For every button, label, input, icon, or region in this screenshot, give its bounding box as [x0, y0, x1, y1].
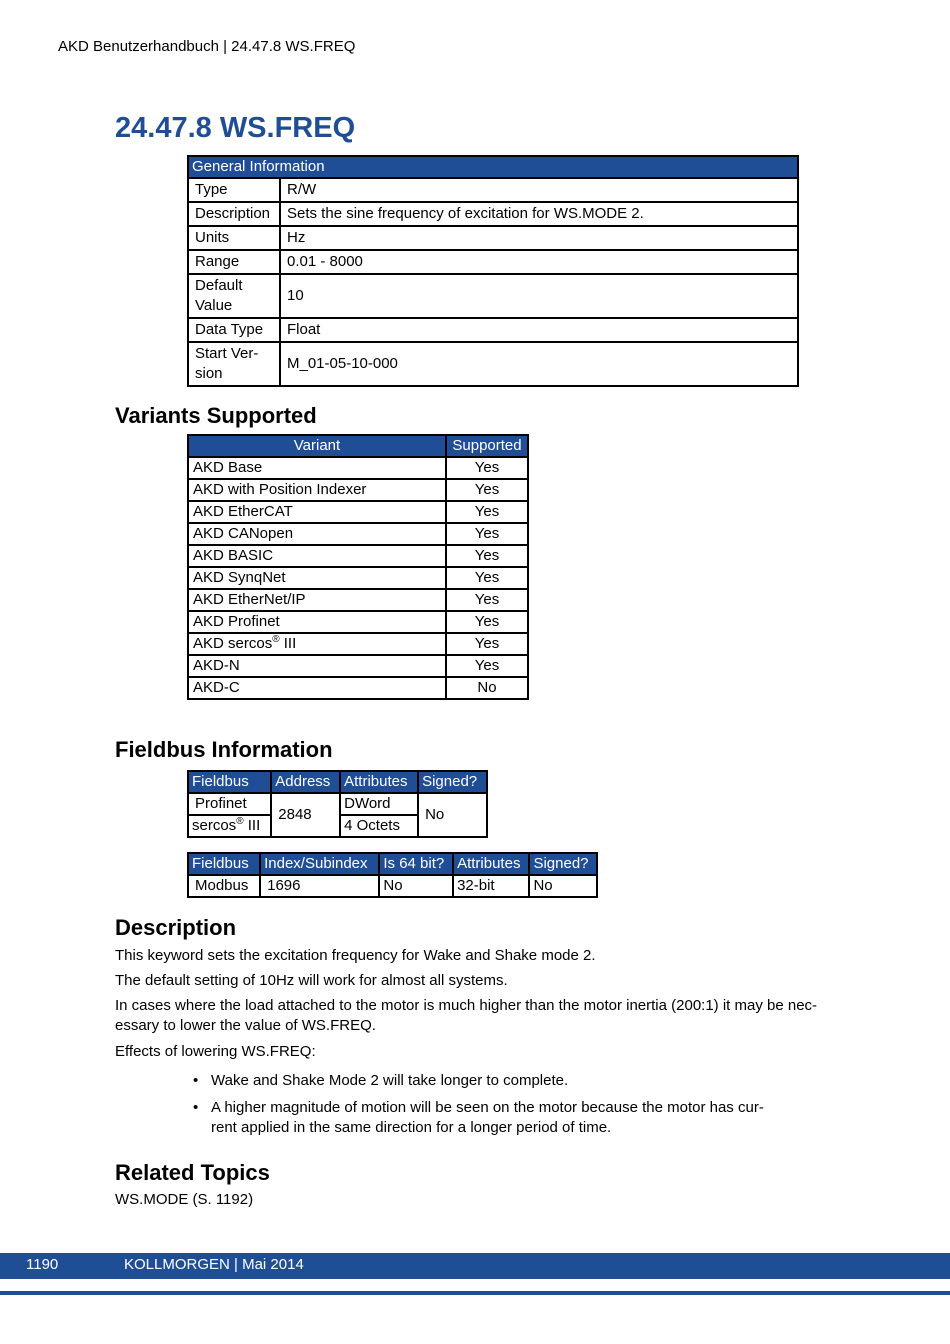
variant-supported: Yes	[446, 523, 528, 545]
variant-name: AKD CANopen	[188, 523, 446, 545]
fb2-cell: 1696	[260, 875, 379, 897]
effects-list	[190, 1071, 780, 1145]
variant-name: AKD-N	[188, 655, 446, 677]
page-title: 24.47.8 WS.FREQ	[115, 112, 356, 144]
variant-name	[188, 633, 446, 655]
variant-name: AKD EtherNet/IP	[188, 589, 446, 611]
fb1-fieldbus	[188, 815, 271, 837]
info-value: Float	[280, 318, 798, 342]
info-key: Type	[188, 178, 280, 202]
variant-supported: Yes	[446, 479, 528, 501]
fb2-header: Is 64 bit?	[379, 853, 453, 875]
variant-name: AKD with Position Indexer	[188, 479, 446, 501]
bullet-icon: •	[193, 1072, 199, 1089]
info-value: M_01-05-10-000	[280, 342, 798, 386]
footer-text: KOLLMORGEN | Mai 2014	[124, 1256, 304, 1273]
list-item-text: Wake and Shake Mode 2 will take longer to complete.	[211, 1072, 569, 1089]
fb1-header: Address	[271, 771, 340, 793]
description-heading: Description	[115, 915, 237, 940]
fb2-header: Fieldbus	[188, 853, 260, 875]
fb2-cell: 32-bit	[453, 875, 529, 897]
fb1-header: Fieldbus	[188, 771, 271, 793]
general-info-table	[187, 155, 799, 387]
related-topics-heading: Related Topics	[115, 1160, 270, 1185]
info-key: Description	[188, 202, 280, 226]
info-value: 0.01 - 8000	[280, 250, 798, 274]
info-value: Sets the sine frequency of excitation for WS.MODE 2.	[280, 202, 798, 226]
variant-supported: Yes	[446, 545, 528, 567]
variant-supported: Yes	[446, 589, 528, 611]
info-key: Range	[188, 250, 280, 274]
variant-supported: Yes	[446, 611, 528, 633]
fieldbus-table-2	[187, 852, 598, 898]
fb1-fieldbus: Profinet	[188, 793, 271, 815]
fb1-attribute: DWord	[340, 793, 418, 815]
fb2-header: Attributes	[453, 853, 529, 875]
fb2-header: Index/Subindex	[260, 853, 379, 875]
fb1-address: 2848	[271, 793, 340, 837]
fb1-fieldbus-text: sercos	[192, 817, 237, 834]
fieldbus-heading: Fieldbus Information	[115, 737, 333, 762]
variant-name: AKD BASIC	[188, 545, 446, 567]
related-topic-link[interactable]: WS.MODE (S. 1192)	[115, 1191, 254, 1208]
fb1-fieldbus-suffix: III	[243, 817, 261, 834]
variant-name: AKD Base	[188, 457, 446, 479]
running-header: AKD Benutzerhandbuch | 24.47.8 WS.FREQ	[58, 38, 356, 55]
fb2-header: Signed?	[529, 853, 597, 875]
bullet-icon: •	[193, 1099, 199, 1116]
variant-supported: Yes	[446, 457, 528, 479]
fieldbus-table-1	[187, 770, 488, 838]
variant-supported: Yes	[446, 501, 528, 523]
fb2-cell: No	[529, 875, 597, 897]
variant-name-suffix: III	[279, 635, 297, 652]
variant-supported: No	[446, 677, 528, 699]
variants-table	[187, 434, 529, 700]
fb2-cell: No	[379, 875, 453, 897]
variant-name: AKD SynqNet	[188, 567, 446, 589]
registered-mark: ®	[236, 816, 244, 827]
info-value: 10	[280, 274, 798, 318]
fb1-attribute: 4 Octets	[340, 815, 418, 837]
variant-name: AKD-C	[188, 677, 446, 699]
list-item	[190, 1098, 780, 1138]
variants-heading: Variants Supported	[115, 403, 317, 428]
page-number: 1190	[26, 1256, 59, 1273]
variant-supported: Yes	[446, 633, 528, 655]
fb1-header: Signed?	[418, 771, 487, 793]
variant-name: AKD Profinet	[188, 611, 446, 633]
variant-column-header: Variant	[188, 435, 446, 457]
general-info-heading: General Information	[188, 156, 798, 178]
info-key: Start Ver- sion	[188, 342, 280, 386]
list-item	[190, 1071, 780, 1091]
info-key: Default Value	[188, 274, 280, 318]
info-key: Units	[188, 226, 280, 250]
fb1-header: Attributes	[340, 771, 418, 793]
variant-supported: Yes	[446, 567, 528, 589]
fb2-cell: Modbus	[188, 875, 260, 897]
list-item-text: A higher magnitude of motion will be seen on the motor because the motor has cur- rent applied in the same direction for a longer period of time.	[211, 1099, 764, 1136]
description-paragraph: Effects of lowering WS.FREQ:	[115, 1043, 316, 1060]
info-value: Hz	[280, 226, 798, 250]
variant-supported: Yes	[446, 655, 528, 677]
info-key: Data Type	[188, 318, 280, 342]
footer-rule	[0, 1291, 950, 1295]
variant-name-text: AKD sercos	[193, 635, 273, 652]
supported-column-header: Supported	[446, 435, 528, 457]
description-paragraph: This keyword sets the excitation frequency for Wake and Shake mode 2.	[115, 947, 596, 964]
registered-mark: ®	[272, 634, 280, 645]
description-paragraph: In cases where the load attached to the motor is much higher than the motor inertia (200:1) it may be nec- essary to lower the value of WS.FREQ.	[115, 997, 818, 1034]
fb1-signed: No	[418, 793, 487, 837]
description-paragraph: The default setting of 10Hz will work for almost all systems.	[115, 972, 508, 989]
variant-name: AKD EtherCAT	[188, 501, 446, 523]
info-value: R/W	[280, 178, 798, 202]
